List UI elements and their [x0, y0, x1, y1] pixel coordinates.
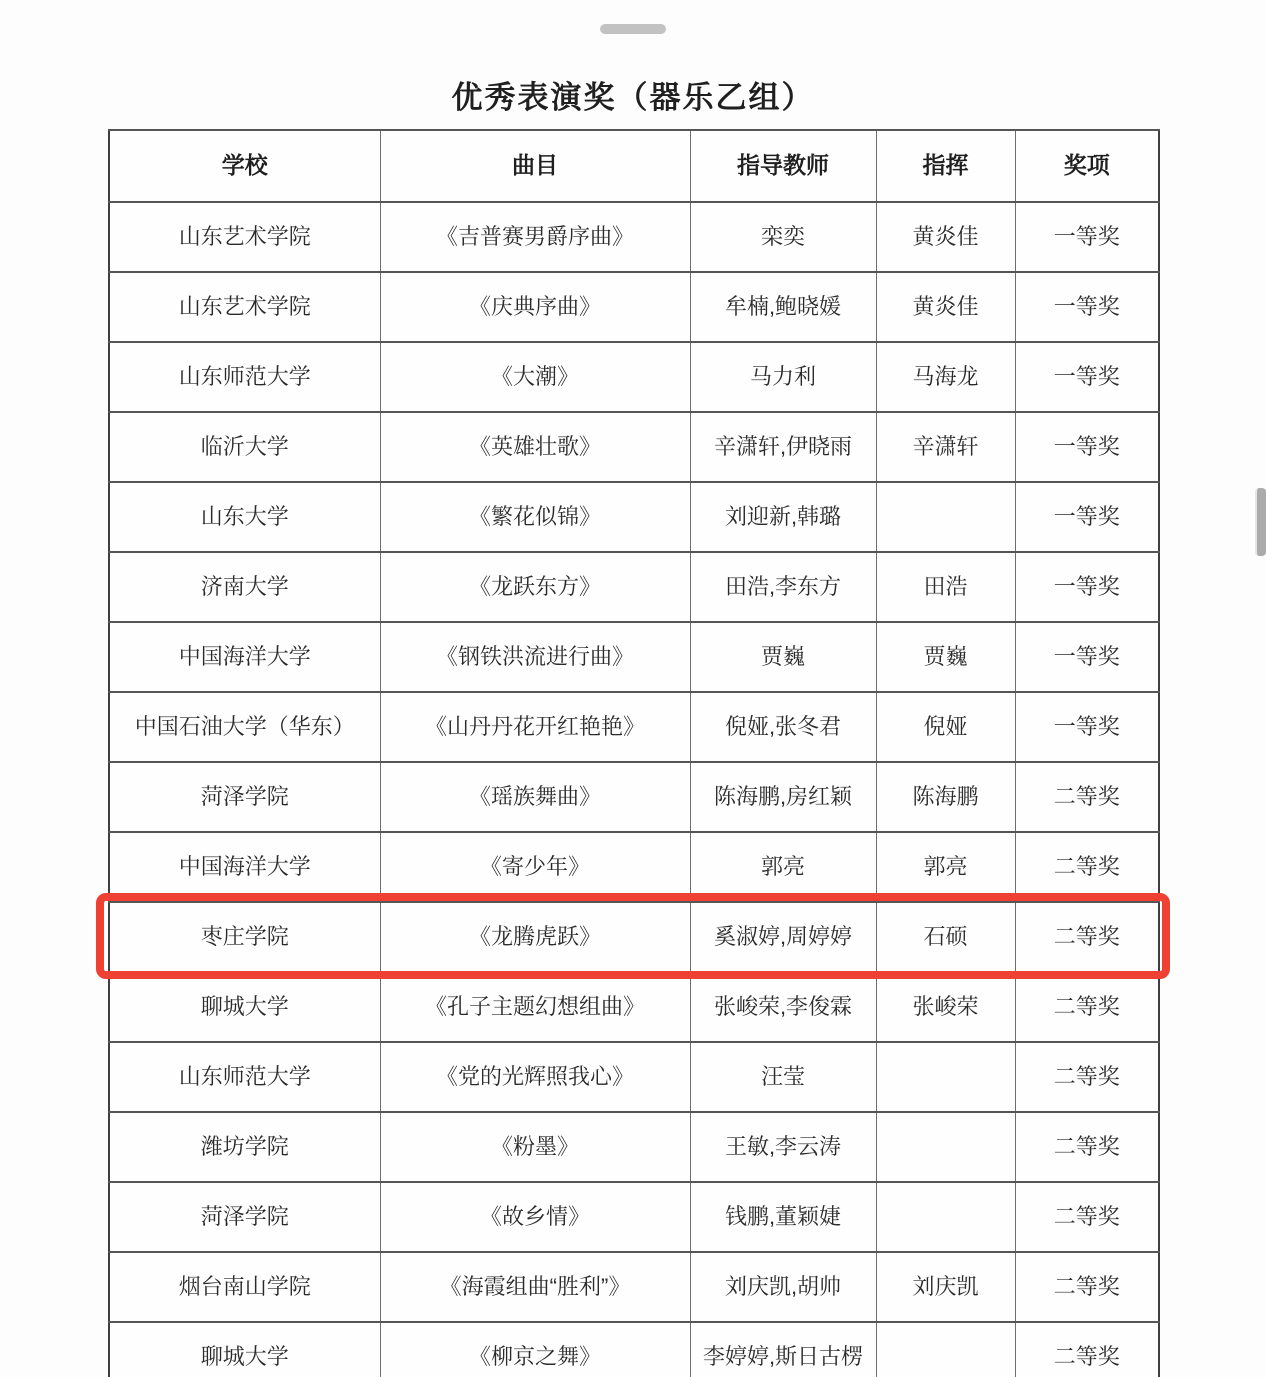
- cell-award: 一等奖: [1015, 412, 1159, 482]
- cell-piece: 《粉墨》: [380, 1112, 690, 1182]
- cell-school: 枣庄学院: [109, 902, 380, 972]
- cell-conductor: [876, 1042, 1015, 1112]
- cell-school: 中国海洋大学: [109, 832, 380, 902]
- cell-instructor: 刘庆凯,胡帅: [690, 1252, 876, 1322]
- table-row: [109, 762, 1159, 832]
- cell-piece: 《英雄壮歌》: [380, 412, 690, 482]
- column-header: 奖项: [1015, 130, 1159, 202]
- cell-award: 二等奖: [1015, 902, 1159, 972]
- table-row: [109, 272, 1159, 342]
- cell-piece: 《故乡情》: [380, 1182, 690, 1252]
- cell-school: 中国海洋大学: [109, 622, 380, 692]
- cell-school: 菏泽学院: [109, 1182, 380, 1252]
- cell-instructor: 王敏,李云涛: [690, 1112, 876, 1182]
- table-row: [109, 832, 1159, 902]
- page-title: 优秀表演奖（器乐乙组）: [451, 80, 815, 115]
- cell-piece: 《瑶族舞曲》: [380, 762, 690, 832]
- scrollbar-thumb[interactable]: [1255, 488, 1266, 556]
- cell-award: 一等奖: [1015, 552, 1159, 622]
- table-header-row: [109, 130, 1159, 202]
- table-row: [109, 692, 1159, 762]
- cell-piece: 《庆典序曲》: [380, 272, 690, 342]
- cell-piece: 《钢铁洪流进行曲》: [380, 622, 690, 692]
- cell-conductor: [876, 1322, 1015, 1377]
- cell-award: 一等奖: [1015, 272, 1159, 342]
- cell-conductor: 郭亮: [876, 832, 1015, 902]
- cell-conductor: [876, 1112, 1015, 1182]
- column-header: 指挥: [876, 130, 1015, 202]
- table-row: [109, 552, 1159, 622]
- cell-piece: 《繁花似锦》: [380, 482, 690, 552]
- table-row: [109, 1252, 1159, 1322]
- table-row: [109, 1182, 1159, 1252]
- cell-award: 一等奖: [1015, 482, 1159, 552]
- cell-instructor: 陈海鹏,房红颖: [690, 762, 876, 832]
- cell-piece: 《龙跃东方》: [380, 552, 690, 622]
- cell-award: 二等奖: [1015, 762, 1159, 832]
- cell-award: 二等奖: [1015, 1112, 1159, 1182]
- cell-conductor: [876, 482, 1015, 552]
- cell-instructor: 栾奕: [690, 202, 876, 272]
- table-row: [109, 1112, 1159, 1182]
- cell-conductor: 刘庆凯: [876, 1252, 1015, 1322]
- cell-instructor: 钱鹏,董颖婕: [690, 1182, 876, 1252]
- table-row: [109, 1322, 1159, 1377]
- cell-award: 二等奖: [1015, 1042, 1159, 1112]
- cell-award: 一等奖: [1015, 692, 1159, 762]
- column-header: 学校: [109, 130, 380, 202]
- cell-instructor: 奚淑婷,周婷婷: [690, 902, 876, 972]
- cell-conductor: 张峻荣: [876, 972, 1015, 1042]
- drag-handle[interactable]: [600, 24, 666, 34]
- cell-award: 二等奖: [1015, 1322, 1159, 1377]
- table-row: [109, 342, 1159, 412]
- cell-piece: 《寄少年》: [380, 832, 690, 902]
- cell-conductor: [876, 1182, 1015, 1252]
- awards-table: [108, 129, 1160, 1377]
- cell-school: 聊城大学: [109, 1322, 380, 1377]
- cell-piece: 《海霞组曲“胜利”》: [380, 1252, 690, 1322]
- cell-conductor: 黄炎佳: [876, 202, 1015, 272]
- cell-instructor: 贾巍: [690, 622, 876, 692]
- cell-piece: 《吉普赛男爵序曲》: [380, 202, 690, 272]
- cell-school: 山东艺术学院: [109, 272, 380, 342]
- cell-piece: 《大潮》: [380, 342, 690, 412]
- cell-school: 济南大学: [109, 552, 380, 622]
- cell-school: 潍坊学院: [109, 1112, 380, 1182]
- cell-piece: 《党的光辉照我心》: [380, 1042, 690, 1112]
- cell-conductor: 石硕: [876, 902, 1015, 972]
- cell-school: 山东师范大学: [109, 342, 380, 412]
- cell-school: 临沂大学: [109, 412, 380, 482]
- cell-conductor: 黄炎佳: [876, 272, 1015, 342]
- cell-instructor: 汪莹: [690, 1042, 876, 1112]
- column-header: 指导教师: [690, 130, 876, 202]
- cell-instructor: 刘迎新,韩璐: [690, 482, 876, 552]
- cell-school: 烟台南山学院: [109, 1252, 380, 1322]
- table-row: [109, 972, 1159, 1042]
- cell-instructor: 田浩,李东方: [690, 552, 876, 622]
- cell-school: 中国石油大学（华东）: [109, 692, 380, 762]
- awards-table-wrap: [108, 129, 1158, 1377]
- table-row: [109, 902, 1159, 972]
- cell-award: 二等奖: [1015, 1252, 1159, 1322]
- cell-conductor: 田浩: [876, 552, 1015, 622]
- cell-award: 二等奖: [1015, 1182, 1159, 1252]
- cell-school: 山东师范大学: [109, 1042, 380, 1112]
- cell-conductor: 辛潇轩: [876, 412, 1015, 482]
- cell-award: 二等奖: [1015, 972, 1159, 1042]
- table-row: [109, 202, 1159, 272]
- cell-conductor: 陈海鹏: [876, 762, 1015, 832]
- cell-instructor: 郭亮: [690, 832, 876, 902]
- cell-instructor: 张峻荣,李俊霖: [690, 972, 876, 1042]
- cell-conductor: 贾巍: [876, 622, 1015, 692]
- cell-instructor: 马力利: [690, 342, 876, 412]
- cell-instructor: 辛潇轩,伊晓雨: [690, 412, 876, 482]
- table-row: [109, 412, 1159, 482]
- table-row: [109, 1042, 1159, 1112]
- table-row: [109, 622, 1159, 692]
- cell-piece: 《龙腾虎跃》: [380, 902, 690, 972]
- table-row: [109, 482, 1159, 552]
- cell-piece: 《孔子主题幻想组曲》: [380, 972, 690, 1042]
- cell-piece: 《山丹丹花开红艳艳》: [380, 692, 690, 762]
- cell-school: 聊城大学: [109, 972, 380, 1042]
- cell-instructor: 牟楠,鲍晓媛: [690, 272, 876, 342]
- column-header: 曲目: [380, 130, 690, 202]
- cell-instructor: 倪娅,张冬君: [690, 692, 876, 762]
- cell-award: 一等奖: [1015, 622, 1159, 692]
- cell-award: 一等奖: [1015, 202, 1159, 272]
- cell-school: 菏泽学院: [109, 762, 380, 832]
- cell-piece: 《柳京之舞》: [380, 1322, 690, 1377]
- cell-award: 二等奖: [1015, 832, 1159, 902]
- cell-school: 山东艺术学院: [109, 202, 380, 272]
- cell-conductor: 倪娅: [876, 692, 1015, 762]
- cell-conductor: 马海龙: [876, 342, 1015, 412]
- cell-award: 一等奖: [1015, 342, 1159, 412]
- cell-instructor: 李婷婷,斯日古楞: [690, 1322, 876, 1377]
- cell-school: 山东大学: [109, 482, 380, 552]
